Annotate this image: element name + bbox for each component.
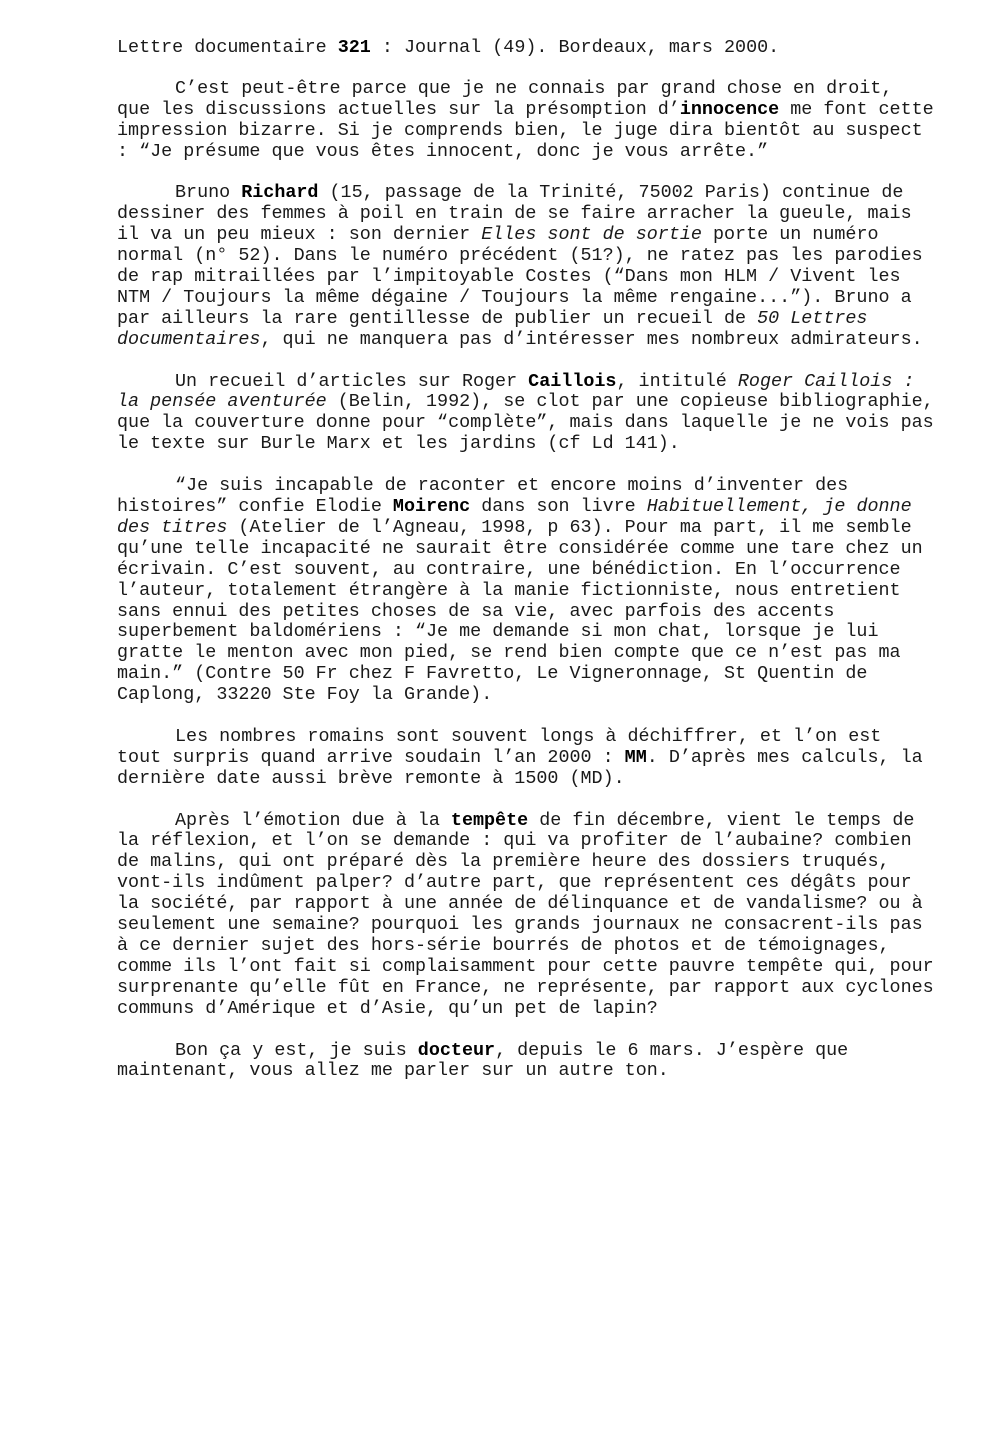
paragraph-tempete [117,811,936,1020]
header-suffix: : Journal (49). Bordeaux, mars 2000. [370,37,780,58]
keyword-innocence: innocence [679,98,780,120]
paragraph-innocence [117,79,936,163]
text-run: Les nombres romains sont souvent longs à déchiffrer, et l’on est tout surpris quand arrive soudain l’an 2000 : [117,725,882,768]
title-roger-caillois: Roger Caillois : la pensée aventurée [117,370,915,413]
text-run: , intitulé [616,370,738,392]
header-prefix: Lettre documentaire [117,37,338,58]
title-elles-sont-de-sortie: Elles sont de sortie [481,224,702,246]
keyword-tempete: tempête [450,809,529,831]
text-run: Un recueil d’articles sur Roger [175,370,529,392]
text-run: (Atelier de l’Agneau, 1998, p 63). Pour ma part, il me semble qu’une telle incapacité ne saurait être considérée comme une tare chez un écrivain. C’est souvent, au contraire, une bénédiction. En l’occurrence l’auteur, totalement étrangère à la manie fictionniste, nous entretient sans ennui des petites choses de sa vie, avec parfois des accents superbement baldomériens : “Je me demande si mon chat, lorsque je lui gratte le menton avec mon pied, se rend bien compte que ce n’est pas ma main.” (Contre 50 Fr chez F Favretto, Le Vigneronnage, St Quentin de Caplong, 33220 Ste Foy la Grande). [117,516,923,706]
text-run: me font cette impression bizarre. Si je comprends bien, le juge dira bientôt au suspect : “Je présume que vous êtes innocent, donc je vous arrête.” [117,98,934,162]
letter-number: 321 [337,37,371,58]
keyword-mm: MM [624,746,647,768]
text-run: “Je suis incapable de raconter et encore moins d’inventer des histoires” confie Elodie [117,475,849,517]
text-run: (Belin, 1992), se clot par une copieuse bibliographie, que la couverture donne pour “complète”, mais dans laquelle je ne vois pas le texte sur Burle Marx et les jardins (cf Ld 141). [117,391,934,455]
keyword-moirenc: Moirenc [392,495,471,517]
text-run: dans son livre [470,495,647,517]
text-run: , depuis le 6 mars. J’espère que maintenant, vous allez me parler sur un autre ton. [117,1039,849,1082]
text-run: . D’après mes calculs, la dernière date aussi brève remonte à 1500 (MD). [117,746,923,789]
paragraph-moirenc [117,476,936,706]
text-run: C’est peut-être parce que je ne connais par grand chose en droit, que les discussions actuelles sur la présomption d’ [117,77,893,120]
keyword-caillois: Caillois [528,370,617,392]
keyword-docteur: docteur [417,1039,496,1061]
text-run: Bon ça y est, je suis [175,1039,418,1061]
text-run: Bruno [175,182,242,204]
title-habituellement: Habituellement, je donne des titres [117,495,912,538]
paragraph-richard [117,183,936,350]
paragraph-caillois [117,372,936,456]
text-run: Après l’émotion due à la [175,809,451,831]
text-run: , qui ne manquera pas d’intéresser mes nombreux admirateurs. [260,328,923,350]
title-50-lettres: 50 Lettres documentaires [117,307,868,350]
paragraph-docteur [117,1041,936,1083]
text-run: (15, passage de la Trinité, 75002 Paris) continue de dessiner des femmes à poil en train de se faire arracher la gueule, mais il va un peu mieux : son dernier [117,182,912,246]
text-run: de fin décembre, vient le temps de la réflexion, et l’on se demande : qui va profiter de l’aubaine? combien de malins, qui ont préparé dès la première heure des dossiers truqués, vont-ils indûment palper? d’autre part, que représentent ces dégâts pour la société, par rapport à une année de délinquance et de vandalisme? ou à seulement une semaine? pourquoi les grands journaux ne consacrent-ils pas à ce dernier sujet des hors-série bourrés de photos et de témoignages, comme ils l’ont fait si complaisamment pour cette pauvre tempête qui, pour surprenante qu’elle fût en France, ne représente, par rapport aux cyclones communs d’Amérique et d’Asie, qu’un pet de lapin? [117,809,934,1019]
text-run: porte un numéro normal (n° 52). Dans le numéro précédent (51?), ne ratez pas les parodies de rap mitraillées par l’impitoyable Costes (“Dans mon HLM / Vivent les NTM / Toujours la même dégaine / Toujours la même rengaine...”). Bruno a par ailleurs la rare gentillesse de publier un recueil de [117,224,923,329]
paragraph-nombres-romains [117,727,936,790]
keyword-richard: Richard [241,182,319,204]
letter-header [117,38,936,59]
